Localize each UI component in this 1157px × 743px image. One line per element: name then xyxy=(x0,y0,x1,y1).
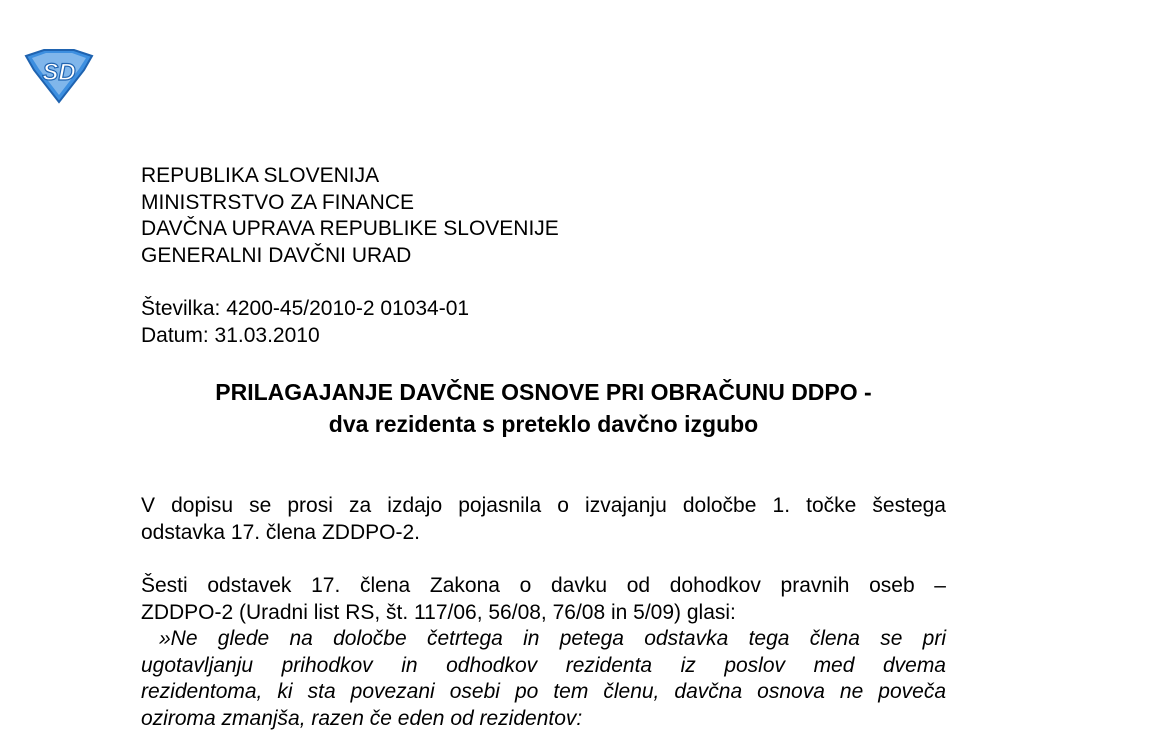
law-quote xyxy=(141,626,946,732)
quote-line: ugotavljanju prihodkov in odhodkov rezidenta iz poslov med dvema xyxy=(141,653,946,677)
header-line: MINISTRSTVO ZA FINANCE xyxy=(141,190,415,214)
paragraph-line: V dopisu se prosi za izdajo pojasnila o izvajanju določbe 1. točke šestega xyxy=(141,494,946,517)
paragraph-line: odstavka 17. člena ZDDPO-2. xyxy=(141,520,420,544)
paragraph-line: Šesti odstavek 17. člena Zakona o davku od dohodkov pravnih oseb – xyxy=(141,574,946,597)
header-line: DAVČNA UPRAVA REPUBLIKE SLOVENIJE xyxy=(141,217,559,240)
document-number: Številka: 4200-45/2010-2 01034-01 xyxy=(141,297,470,320)
title-line-1: PRILAGAJANJE DAVČNE OSNOVE PRI OBRAČUNU DDPO - xyxy=(215,379,872,405)
quote-line: rezidentoma, ki sta povezani osebi po tem členu, davčna osnova ne poveča xyxy=(141,680,946,703)
logo-letters: SD xyxy=(42,59,76,86)
document-meta xyxy=(141,296,946,349)
title-line-2: dva rezidenta s preteklo davčno izgubo xyxy=(328,411,759,437)
sd-logo xyxy=(22,48,96,104)
paragraph-line: ZDDPO-2 (Uradni list RS, št. 117/06, 56/08, 76/08 in 5/09) glasi: xyxy=(141,600,736,624)
quote-line: oziroma zmanjša, razen če eden od rezidentov: xyxy=(141,706,583,730)
header-line: REPUBLIKA SLOVENIJA xyxy=(141,164,380,187)
header-line: GENERALNI DAVČNI URAD xyxy=(141,243,412,267)
document-date: Datum: 31.03.2010 xyxy=(141,323,320,347)
paragraph-request xyxy=(141,493,946,546)
institution-header xyxy=(141,163,946,269)
paragraph-law-citation xyxy=(141,573,946,732)
document-title xyxy=(141,376,946,440)
quote-line: »Ne glede na določbe četrtega in petega odstavka tega člena se pri xyxy=(159,627,946,650)
